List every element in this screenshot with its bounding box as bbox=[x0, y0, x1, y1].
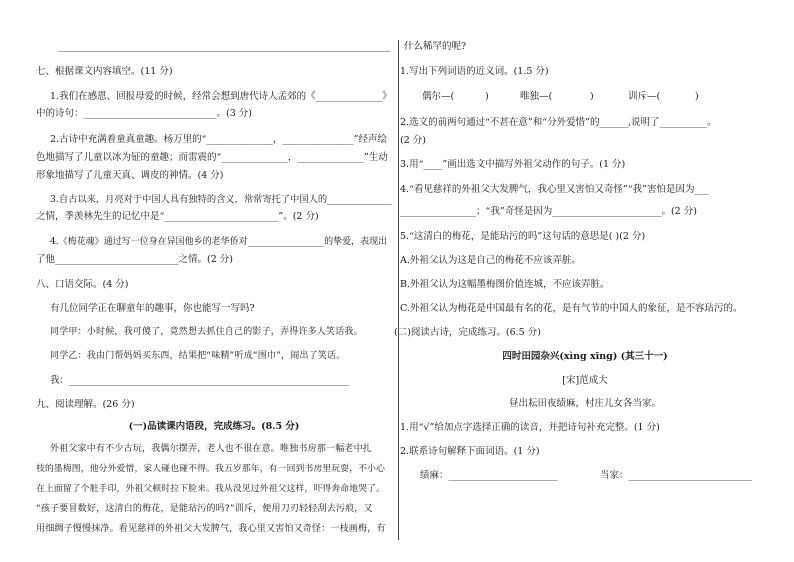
q7-item4-line2: 了他__________________________之情。(2 分) bbox=[36, 254, 233, 265]
answer-line-continued: ______________________________________________________________________ bbox=[58, 41, 391, 52]
synonym-2-label: 唯独—( bbox=[520, 91, 553, 102]
q7-item1-line1: 1.我们在感恩、回报母爱的时候，经常会想到唐代诗人孟郊的《______________》 bbox=[50, 91, 392, 102]
q7-item2-line3: 形象地描写了儿童天真、调皮的神情。(4 分) bbox=[36, 170, 224, 181]
q7-item2-line2: 色地描写了儿童以冰为钲的童趣；而雷震的“______________，______________”生动 bbox=[36, 152, 388, 163]
q8-my-answer: 我：___________________________________________________________ bbox=[50, 375, 350, 386]
r-q4-line2: ________________；“我”奇怪是因为_______________________。(2 分) bbox=[400, 206, 697, 217]
q7-item1-line2: 中的诗句：____________________________。(3 分) bbox=[36, 108, 252, 119]
q8-student-a: 同学甲：小时候，我可傻了，竟然想去抓住自己的影子，弄得许多人笑话我。 bbox=[50, 327, 363, 337]
passage-line-4: “孩子要冒数好，这清白的梅花，是能玷污的吗?”训斥，便用刀刃轻轻刮去污痕，又 bbox=[36, 504, 373, 514]
q8-student-b: 同学乙：我由门帮妈妈买东西，结果把“味精”听成“围巾”，闹出了笑话。 bbox=[50, 351, 346, 361]
section-7-title: 七、根据课文内容填空。(11 分) bbox=[36, 66, 173, 77]
r-q5-option-c: C.外祖父认为梅花是中国最有名的花，是有气节的中国人的象征，是不容玷污的。 bbox=[400, 303, 743, 314]
synonym-3-label: 训斥—( bbox=[628, 91, 661, 102]
poem-title: 四时田园杂兴(xìng xīng) (其三十一) bbox=[502, 351, 668, 362]
q8-prompt: 有几位同学正在聊童年的趣事，你也能写一写吗? bbox=[50, 303, 255, 314]
r-q5-option-a: A.外祖父认为这是自己的梅花不应该弄脏。 bbox=[400, 255, 581, 266]
poem-q2-word-a: 绩麻：_______________________ bbox=[420, 470, 558, 481]
synonym-2-close: ) bbox=[590, 91, 594, 102]
section-8-title: 八、口语交际。(4 分) bbox=[36, 279, 129, 290]
q7-item3-line2: 之情，季羡林先生的记忆中是“________________________”。(2 分) bbox=[36, 211, 319, 222]
passage-line-3: 在上面留了个脏手印，外祖父顿时拉下脸来。我从没见过外祖父这样，吓得奔命地哭了。 bbox=[36, 484, 386, 494]
passage-line-5: 用细绸子慢慢抹净。看见慈祥的外祖父大发脾气，我心里又害怕又奇怪：一枝画梅，有 bbox=[36, 524, 386, 534]
q7-item2-line1: 2.古诗中充满着童真童趣。杨万里的“______________，_______________”经声绘 bbox=[50, 134, 388, 145]
column-divider bbox=[398, 40, 399, 540]
r-q4-line1: 4.“看见慈祥的外祖父大发脾气，我心里又害怕又奇怪”“我”害怕是因为___ bbox=[400, 184, 709, 195]
poem-line: 昼出耘田夜绩麻，村庄儿女各当家。 bbox=[508, 398, 661, 409]
r-q5: 5.“这清白的梅花，是能玷污的吗”这句话的意思是( )(2 分) bbox=[400, 231, 646, 242]
q9-subsection-1-title: (一)品读课内语段，完成练习。(8.5 分) bbox=[128, 421, 300, 432]
r-q1-title: 1.写出下列词语的近义词。(1.5 分) bbox=[400, 66, 549, 77]
passage-line-2: 枝的墨梅图，他分外爱惜，家人碰也碰不得。我五岁那年，有一回到书房里玩耍，不小心 bbox=[36, 464, 386, 474]
subsection-2-title: (二)阅读古诗，完成练习。(6.5 分) bbox=[394, 327, 541, 338]
r-q5-option-b: B.外祖父认为这幅墨梅图价值连城，不应该弄脏。 bbox=[400, 279, 610, 290]
q7-item4-line1: 4.《梅花魂》通过写一位身在异国他乡的老华侨对_________________的挚爱，表现出 bbox=[50, 237, 388, 247]
r-q3: 3.用“____”画出选文中描写外祖父动作的句子。(1 分) bbox=[400, 159, 626, 170]
synonym-3-close: ) bbox=[695, 91, 699, 102]
r-q2-line1: 2.选文的前两句通过“不甚在意”和“分外爱惜”的______,说明了__________。 bbox=[400, 117, 717, 128]
poem-q1: 1.用“√”给加点字选择正确的读音，并把诗句补充完整。(1 分) bbox=[400, 422, 660, 433]
poem-author: [宋]范成大 bbox=[562, 375, 608, 386]
synonym-1-close: ) bbox=[485, 91, 489, 102]
passage-continued: 什么稀罕的呢? bbox=[404, 41, 467, 52]
passage-line-1: 外祖父家中有不少古玩，我偶尔摆弄，老人也不很在意。唯独书房那一幅老中扎 bbox=[50, 444, 373, 454]
synonym-1-label: 偶尔—( bbox=[422, 91, 455, 102]
section-9-title: 九、阅读理解。(26 分) bbox=[36, 399, 135, 410]
r-q2-line2: (2 分) bbox=[400, 135, 426, 146]
q7-item3-line1: 3.自古以来，月亮对于中国人具有独特的含义，常常寄托了中国人的______________ bbox=[50, 194, 392, 205]
poem-q2: 2.联系诗句解释下面词语。(1 分) bbox=[400, 446, 540, 457]
poem-q2-word-b: 当家：__________________________ bbox=[600, 470, 753, 481]
